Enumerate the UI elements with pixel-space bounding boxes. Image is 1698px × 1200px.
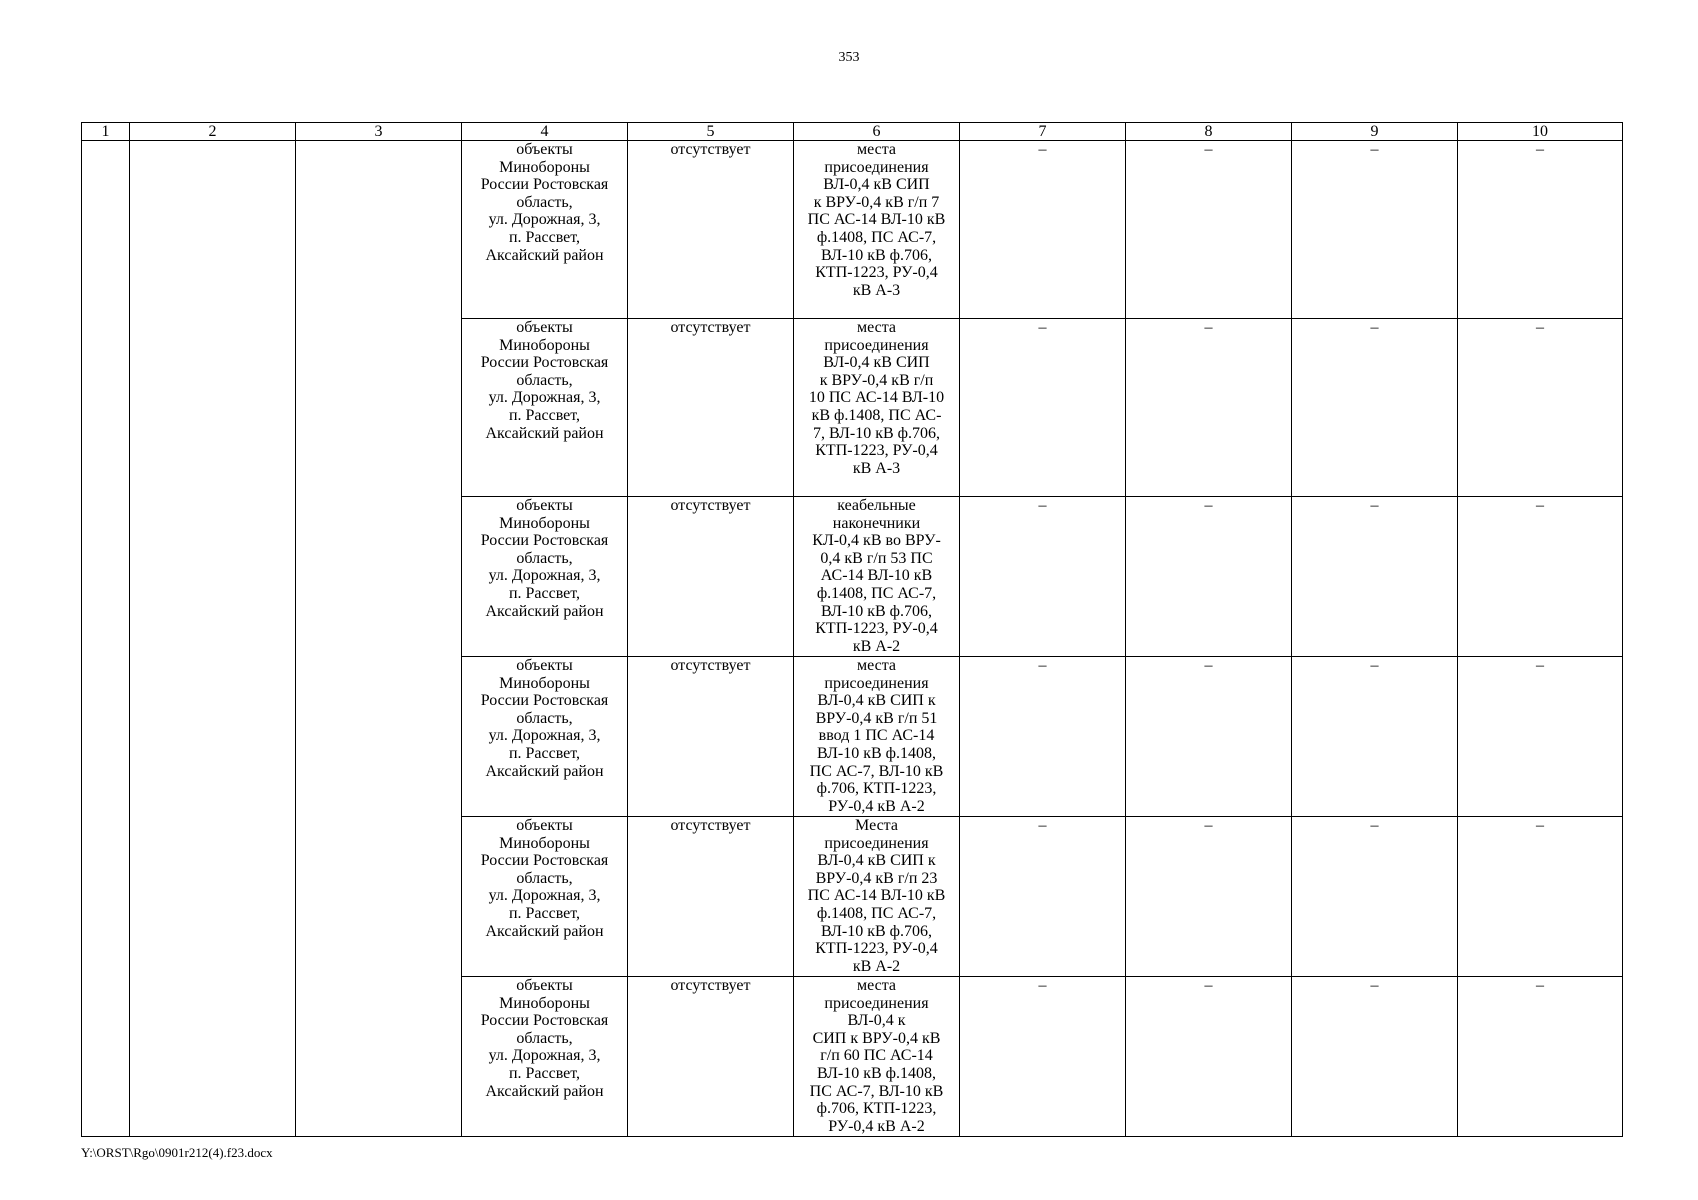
value-cell-col-8: –: [1126, 657, 1292, 817]
value-cell-col-8: –: [1126, 141, 1292, 319]
value-cell-col-8: –: [1126, 817, 1292, 977]
value-cell-col-8: –: [1126, 319, 1292, 497]
value-cell-col-8: –: [1126, 977, 1292, 1137]
value-cell-col-10: –: [1458, 977, 1623, 1137]
column-header-3: 3: [296, 123, 462, 141]
status-cell: отсутствует: [628, 657, 794, 817]
table-row: [82, 141, 1623, 319]
object-cell: объекты Минобороны России Ростовская область, ул. Дорожная, 3, п. Рассвет, Аксайский район: [462, 319, 628, 497]
column-header-5: 5: [628, 123, 794, 141]
table-body: [82, 141, 1623, 1137]
location-cell: Места присоединения ВЛ-0,4 кВ СИП к ВРУ-0,4 кВ г/п 23 ПС АС-14 ВЛ-10 кВ ф.1408, ПС АС-7, ВЛ-10 кВ ф.706, КТП-1223, РУ-0,4 кВ А-2: [794, 817, 960, 977]
value-cell-col-10: –: [1458, 497, 1623, 657]
column-header-4: 4: [462, 123, 628, 141]
status-cell: отсутствует: [628, 817, 794, 977]
value-cell-col-9: –: [1292, 141, 1458, 319]
value-cell-col-9: –: [1292, 977, 1458, 1137]
header-row: [82, 123, 1623, 141]
value-cell-col-7: –: [960, 141, 1126, 319]
column-header-7: 7: [960, 123, 1126, 141]
status-cell: отсутствует: [628, 497, 794, 657]
value-cell-col-7: –: [960, 319, 1126, 497]
object-cell: объекты Минобороны России Ростовская область, ул. Дорожная, 3, п. Рассвет, Аксайский район: [462, 657, 628, 817]
column-header-9: 9: [1292, 123, 1458, 141]
object-cell: объекты Минобороны России Ростовская область, ул. Дорожная, 3, п. Рассвет, Аксайский район: [462, 497, 628, 657]
value-cell-col-10: –: [1458, 141, 1623, 319]
column-header-2: 2: [130, 123, 296, 141]
value-cell-col-9: –: [1292, 319, 1458, 497]
status-cell: отсутствует: [628, 319, 794, 497]
value-cell-col-7: –: [960, 497, 1126, 657]
object-cell: объекты Минобороны России Ростовская область, ул. Дорожная, 3, п. Рассвет, Аксайский район: [462, 817, 628, 977]
cell-col-2: [130, 141, 296, 1137]
table-header: [82, 123, 1623, 141]
location-cell: места присоединения ВЛ-0,4 кВ СИП к ВРУ-0,4 кВ г/п 51 ввод 1 ПС АС-14 ВЛ-10 кВ ф.1408, ПС АС-7, ВЛ-10 кВ ф.706, КТП-1223, РУ-0,4 кВ А-2: [794, 657, 960, 817]
cell-col-3: [296, 141, 462, 1137]
value-cell-col-9: –: [1292, 497, 1458, 657]
cell-col-1: [82, 141, 130, 1137]
status-cell: отсутствует: [628, 141, 794, 319]
status-cell: отсутствует: [628, 977, 794, 1137]
column-header-1: 1: [82, 123, 130, 141]
value-cell-col-10: –: [1458, 319, 1623, 497]
location-cell: места присоединения ВЛ-0,4 кВ СИП к ВРУ-0,4 кВ г/п 10 ПС АС-14 ВЛ-10 кВ ф.1408, ПС АС- 7, ВЛ-10 кВ ф.706, КТП-1223, РУ-0,4 кВ А-3: [794, 319, 960, 497]
value-cell-col-7: –: [960, 977, 1126, 1137]
value-cell-col-8: –: [1126, 497, 1292, 657]
value-cell-col-9: –: [1292, 657, 1458, 817]
location-cell: кеабельные наконечники КЛ-0,4 кВ во ВРУ- 0,4 кВ г/п 53 ПС АС-14 ВЛ-10 кВ ф.1408, ПС АС-7, ВЛ-10 кВ ф.706, КТП-1223, РУ-0,4 кВ А-2: [794, 497, 960, 657]
object-cell: объекты Минобороны России Ростовская область, ул. Дорожная, 3, п. Рассвет, Аксайский район: [462, 977, 628, 1137]
object-cell: объекты Минобороны России Ростовская область, ул. Дорожная, 3, п. Рассвет, Аксайский район: [462, 141, 628, 319]
value-cell-col-10: –: [1458, 817, 1623, 977]
location-cell: места присоединения ВЛ-0,4 к СИП к ВРУ-0,4 кВ г/п 60 ПС АС-14 ВЛ-10 кВ ф.1408, ПС АС-7, ВЛ-10 кВ ф.706, КТП-1223, РУ-0,4 кВ А-2: [794, 977, 960, 1137]
page-number: 353: [838, 50, 860, 65]
value-cell-col-10: –: [1458, 657, 1623, 817]
value-cell-col-7: –: [960, 817, 1126, 977]
document-table: [81, 122, 1623, 1137]
value-cell-col-9: –: [1292, 817, 1458, 977]
location-cell: места присоединения ВЛ-0,4 кВ СИП к ВРУ-0,4 кВ г/п 7 ПС АС-14 ВЛ-10 кВ ф.1408, ПС АС-7, ВЛ-10 кВ ф.706, КТП-1223, РУ-0,4 кВ А-3: [794, 141, 960, 319]
column-header-10: 10: [1458, 123, 1623, 141]
value-cell-col-7: –: [960, 657, 1126, 817]
footer-file-path: Y:\ORST\Rgo\0901r212(4).f23.docx: [81, 1145, 273, 1160]
column-header-8: 8: [1126, 123, 1292, 141]
column-header-6: 6: [794, 123, 960, 141]
